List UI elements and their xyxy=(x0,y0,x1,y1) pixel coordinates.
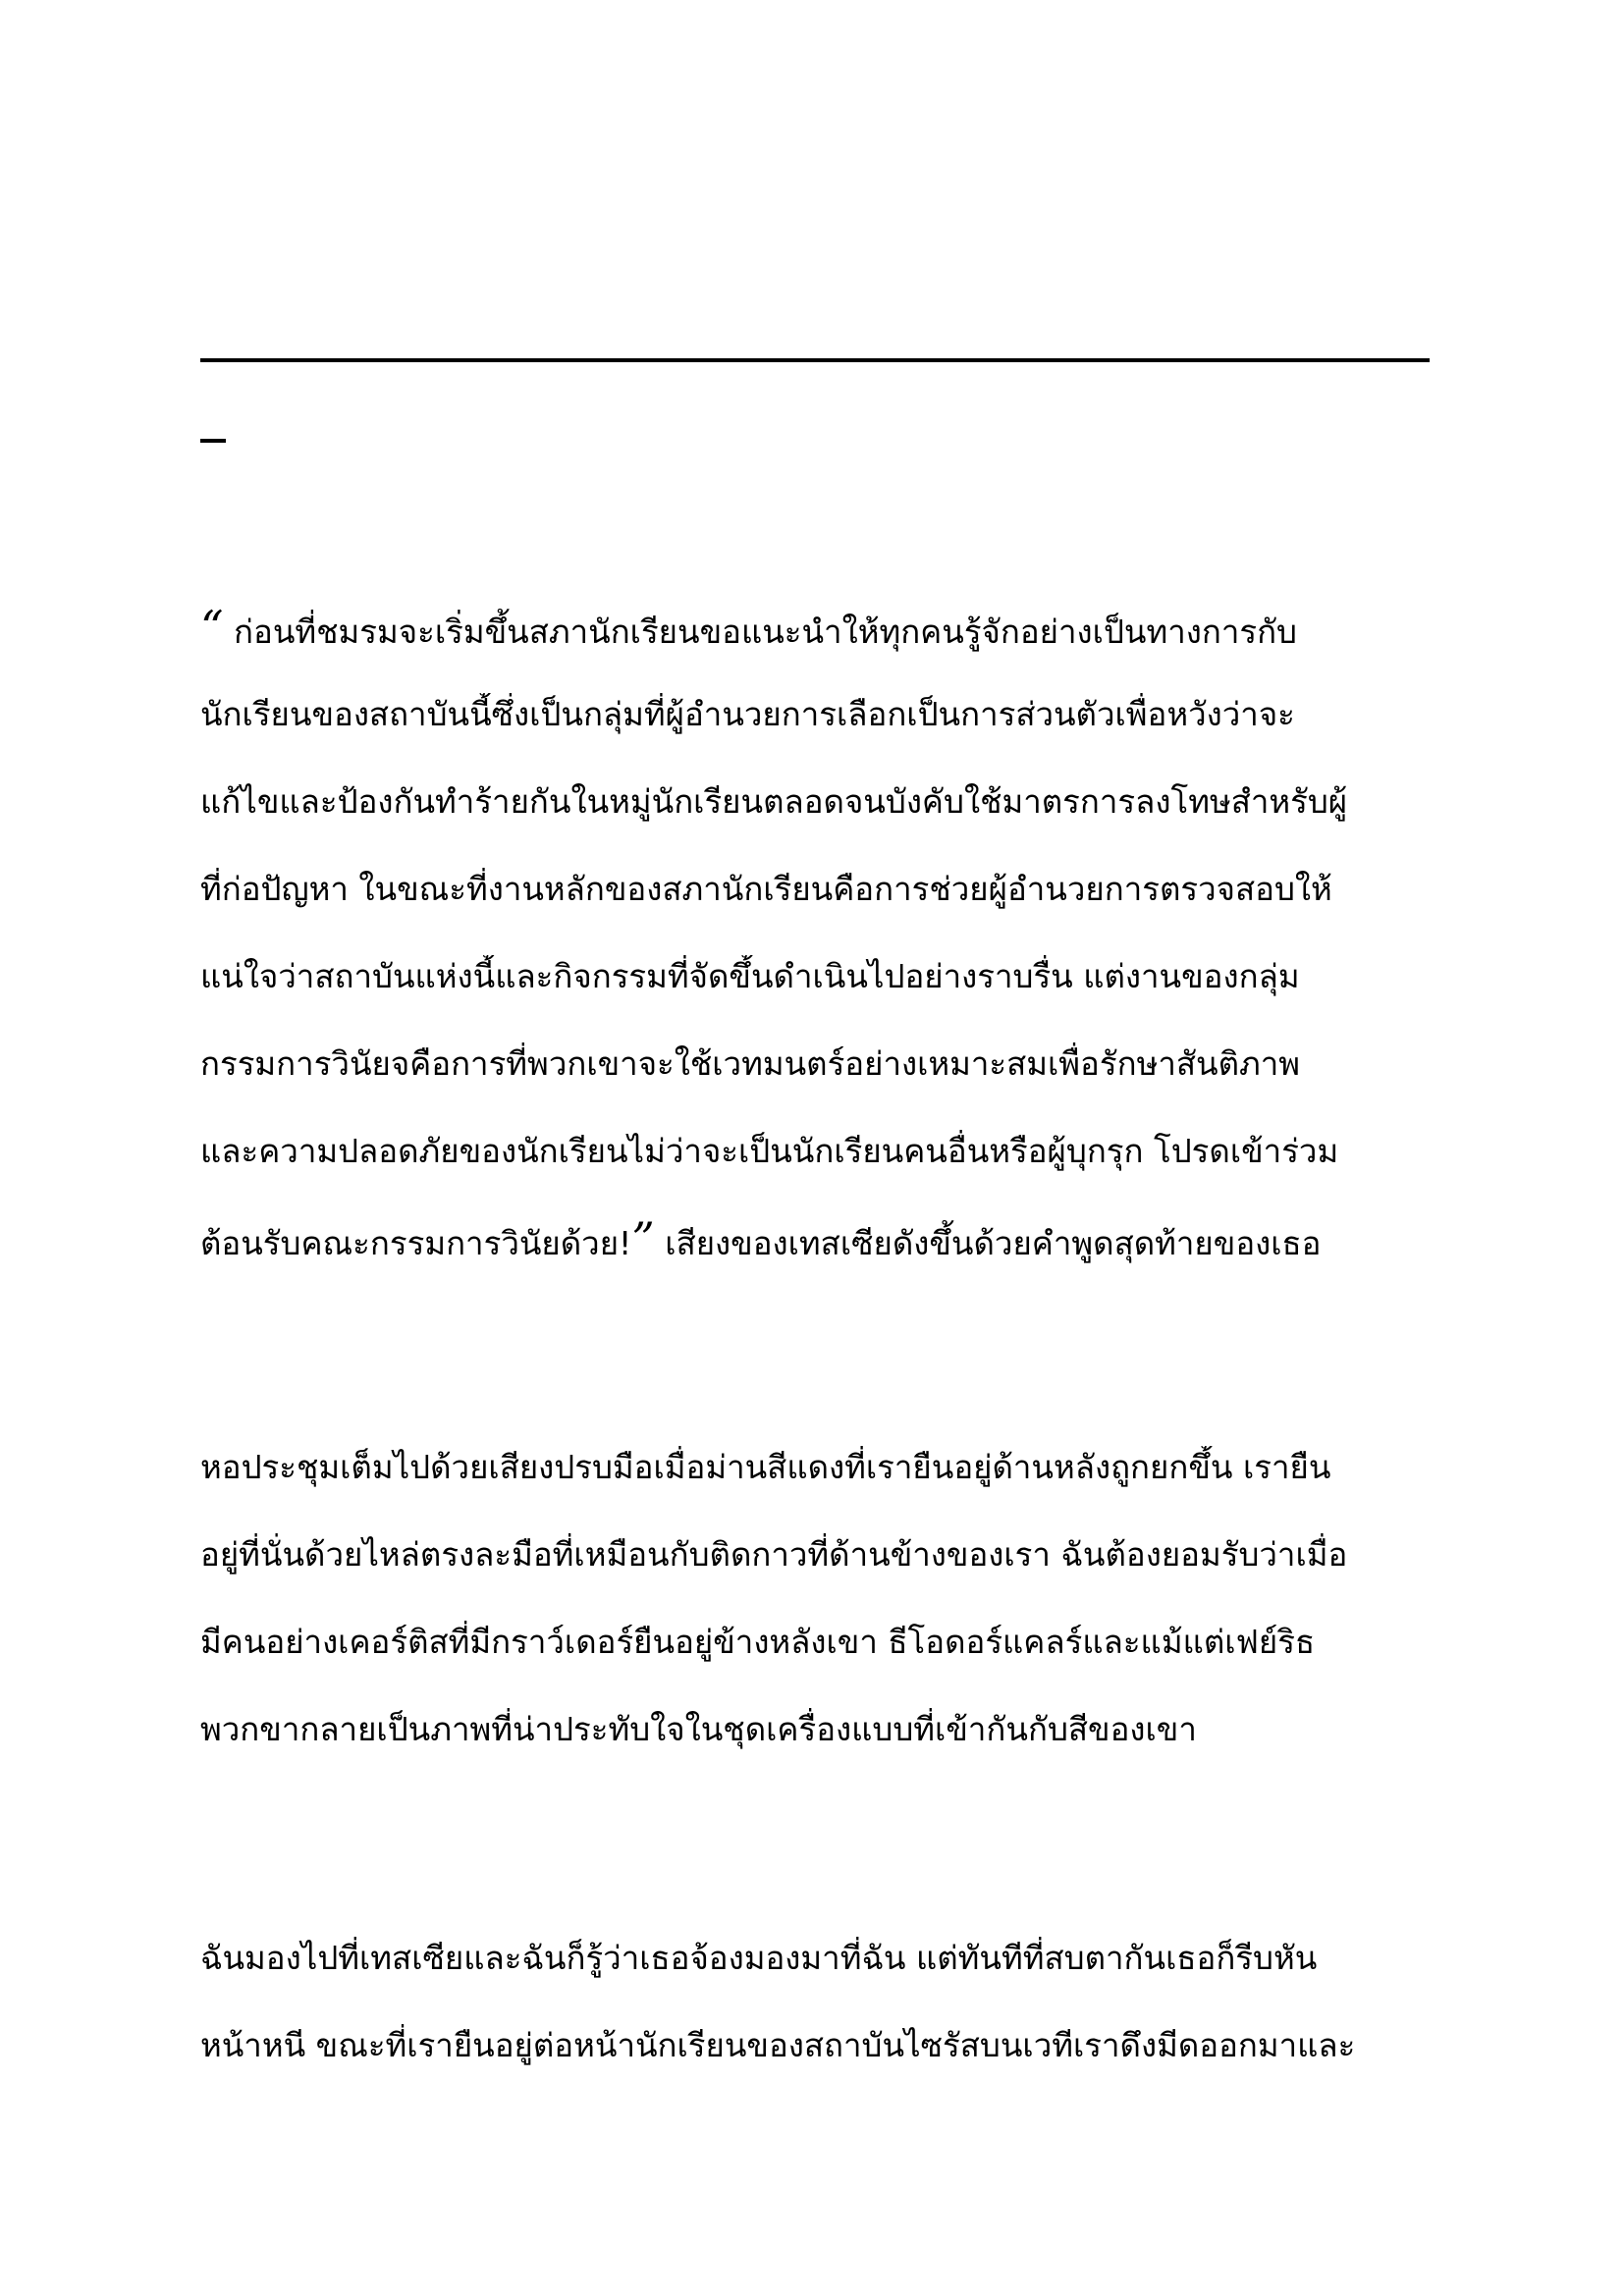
paragraph1-line-7: และความปลอดภัยของนักเรียนไม่ว่าจะเป็นนักเรียนคนอื่นหรือผู้บุกรุก โปรดเข้าร่วม xyxy=(200,1132,1339,1170)
paragraph1-line-5: แน่ใจว่าสถาบันแห่งนี้และกิจกรรมที่จัดขึ้นดำเนินไปอย่างราบรื่น แต่งานของกลุ่ม xyxy=(200,957,1300,995)
paragraph2-line-4: พวกขากลายเป็นภาพที่น่าประทับใจในชุดเครื่องแบบที่เข้ากันกับสีของเขา xyxy=(200,1710,1197,1748)
paragraph1-line-2: นักเรียนของสถาบันนี้ซึ่งเป็นกลุ่มที่ผู้อำนวยการเลือกเป็นการส่วนตัวเพื่อหวังว่าจะ xyxy=(200,695,1295,733)
paragraph1-line-1-text: ก่อนที่ชมรมจะเริ่มขึ้นสภานักเรียนขอแนะนำให้ทุกคนรู้จักอย่างเป็นทางการกับ xyxy=(234,613,1298,651)
paragraph2-line-2: อยู่ที่นั่นด้วยไหล่ตรงละมือที่เหมือนกับติดกาวที่ด้านข้างของเรา ฉันต้องยอมรับว่าเมื่อ xyxy=(200,1535,1348,1574)
paragraph1-line-3: แก้ไขและป้องกันทำร้ายกันในหมู่นักเรียนตลอดจนบังคับใช้มาตรการลงโทษสำหรับผู้ xyxy=(200,782,1348,821)
short-dash-mark xyxy=(200,439,226,443)
paragraph3-line-1: ฉันมองไปที่เทสเซียและฉันก็รู้ว่าเธอจ้องมองมาที่ฉัน แต่ทันทีที่สบตากันเธอก็รีบหัน xyxy=(200,1939,1318,1977)
paragraph1-line-1 xyxy=(200,606,1439,654)
close-quote-mark: ” xyxy=(631,1217,655,1265)
paragraph2-line-3: มีคนอย่างเคอร์ติสที่มีกราว์เดอร์ยืนอยู่ข้างหลังเขา ธีโอดอร์แคลร์และแม้แต่เฟย์ริธ xyxy=(200,1623,1316,1661)
paragraph3-line-2: หน้าหนี ขณะที่เรายืนอยู่ต่อหน้านักเรียนของสถาบันไซรัสบนเวทีเราดึงมีดออกมาและ xyxy=(200,2026,1356,2064)
paragraph1-line-4: ที่ก่อปัญหา ในขณะที่งานหลักของสภานักเรียนคือการช่วยผู้อำนวยการตรวจสอบให้ xyxy=(200,870,1332,908)
paragraph1-line-8 xyxy=(200,1217,1439,1265)
open-quote-mark: “ xyxy=(200,606,224,654)
paragraph2-line-1: หอประชุมเต็มไปด้วยเสียงปรบมือเมื่อม่านสีแดงที่เรายืนอยู่ด้านหลังถูกยกขึ้น เรายืน xyxy=(200,1448,1331,1486)
horizontal-rule xyxy=(200,358,1430,362)
paragraph1-line-6: กรรมการวินัยจคือการที่พวกเขาจะใช้เวทมนตร์อย่างเหมาะสมเพื่อรักษาสันติภาพ xyxy=(200,1044,1301,1083)
closing-quote-text: ต้อนรับคณะกรรมการวินัยด้วย! xyxy=(200,1224,632,1262)
narration-text: เสียงของเทสเซียดังขึ้นด้วยคำพูดสุดท้ายของเธอ xyxy=(654,1224,1322,1262)
